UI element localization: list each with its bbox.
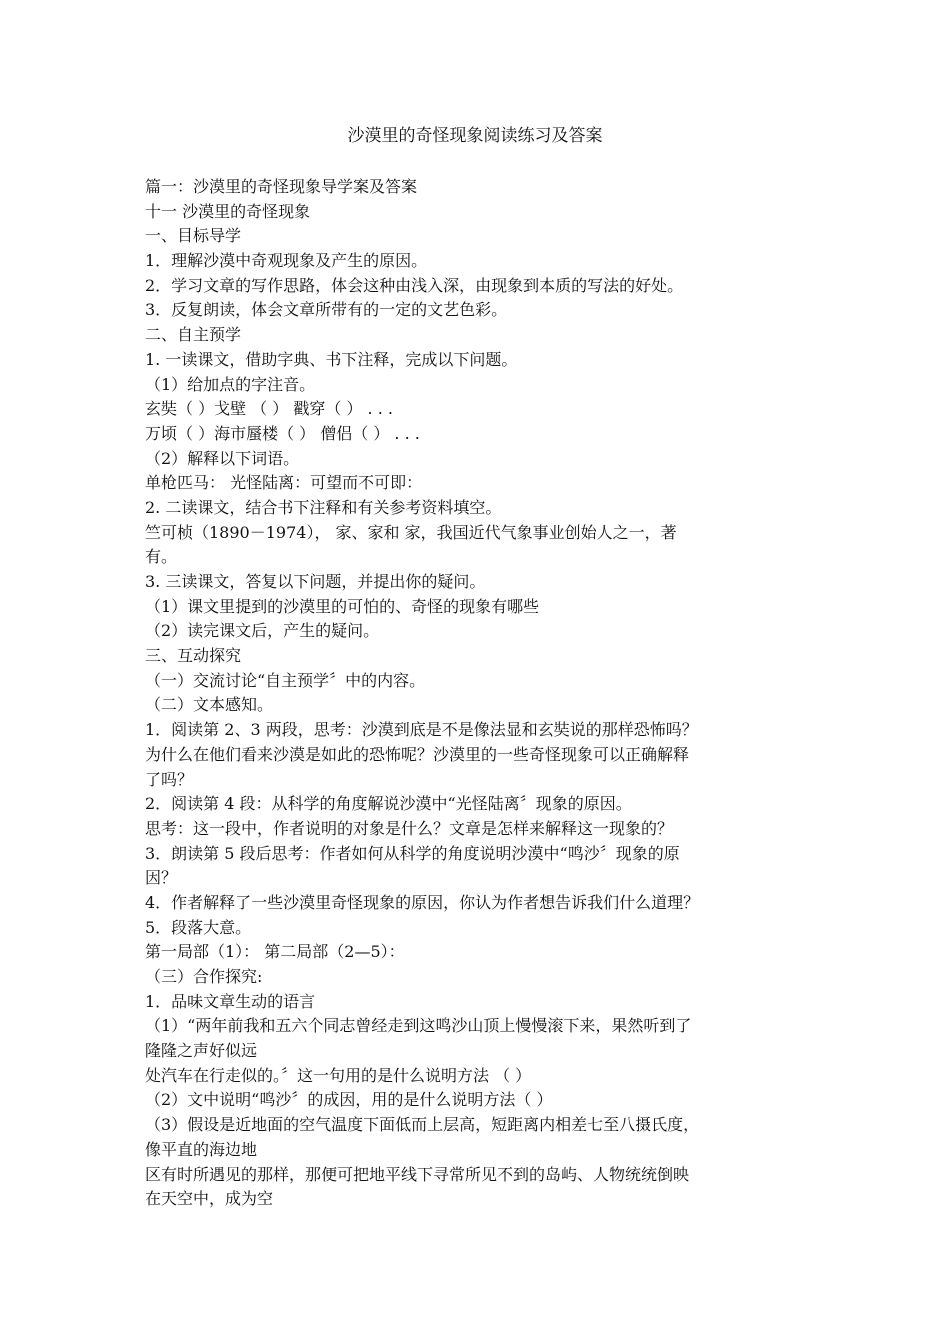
text-line: （2）文中说明“鸣沙〞的成因，用的是什么说明方法（ ） <box>145 1090 553 1110</box>
document-body <box>145 175 805 1212</box>
text-line: （二）文本感知。 <box>145 695 274 715</box>
text-line: （2）读完课文后，产生的疑问。 <box>145 621 380 641</box>
text-line: 5．段落大意。 <box>145 917 252 937</box>
text-line: 了吗？ <box>145 769 194 789</box>
text-line: 3. 三读课文，答复以下问题，并提出你的疑问。 <box>145 572 486 591</box>
text-line: 第一局部（1）： 第二局部（2—5）： <box>145 942 405 962</box>
text-line: （1）“两年前我和五六个同志曾经走到这鸣沙山顶上慢慢滚下来，果然听到了 <box>145 1016 692 1036</box>
text-line: 像平直的海边地 <box>145 1139 258 1159</box>
text-line: 单枪匹马： 光怪陆离：可望而不可即： <box>145 473 423 493</box>
text-line: 因？ <box>145 868 178 888</box>
text-line: 2．阅读第 4 段：从科学的角度解说沙漠中“光怪陆离〞现象的原因。 <box>145 794 632 814</box>
text-line: 4．作者解释了一些沙漠里奇怪现象的原因，你认为作者想告诉我们什么道理？ <box>145 892 700 912</box>
text-line: 在天空中，成为空 <box>145 1189 274 1209</box>
text-line: 三、互动探究 <box>145 646 242 666</box>
text-line: 2. 二读课文，结合书下注释和有关参考资料填空。 <box>145 497 502 517</box>
text-line: 处汽车在行走似的。〞这一句用的是什么说明方法 （ ） <box>145 1065 532 1085</box>
text-line: 一、目标导学 <box>145 226 242 246</box>
text-line: 万顷（ ）海市蜃楼（ ） 僧侣（ ） . . . <box>145 423 420 443</box>
text-line: （1）给加点的字注音。 <box>145 374 316 394</box>
text-line: 玄奘（ ）戈壁 （ ） 戳穿（ ） . . . <box>145 399 393 419</box>
text-line: 思考：这一段中，作者说明的对象是什么？文章是怎样来解释这一现象的？ <box>145 818 674 838</box>
text-line: 3．反复朗读，体会文章所带有的一定的文艺色彩。 <box>145 300 508 320</box>
text-line: 竺可桢（1890－1974）， 家、家和 家，我国近代气象事业创始人之一，著 <box>145 522 677 542</box>
text-line: 3．朗读第 5 段后思考：作者如何从科学的角度说明沙漠中“鸣沙〞现象的原 <box>145 843 680 863</box>
text-line: 有。 <box>145 547 178 567</box>
text-line: 1. 一读课文，借助字典、书下注释，完成以下问题。 <box>145 349 518 369</box>
text-line: 1．阅读第 2、3 两段，思考：沙漠到底是不是像法显和玄奘说的那样恐怖吗？ <box>145 720 698 740</box>
text-line: 区有时所遇见的那样，那便可把地平线下寻常所见不到的岛屿、人物统统倒映 <box>145 1164 690 1184</box>
text-line: 2．学习文章的写作思路，体会这种由浅入深，由现象到本质的写法的好处。 <box>145 275 684 295</box>
text-line: （一）交流讨论“自主预学〞中的内容。 <box>145 670 426 690</box>
document-title: 沙漠里的奇怪现象阅读练习及答案 <box>347 126 603 146</box>
text-line: 1．理解沙漠中奇观现象及产生的原因。 <box>145 251 428 271</box>
text-line: 篇一：沙漠里的奇怪现象导学案及答案 <box>145 177 418 196</box>
text-line: （2）解释以下词语。 <box>145 448 300 468</box>
text-line: （3）假设是近地面的空气温度下面低而上层高，短距离内相差七至八摄氏度， <box>145 1115 700 1135</box>
text-line: 为什么在他们看来沙漠是如此的恐怖呢？沙漠里的一些奇怪现象可以正确解释 <box>145 744 690 764</box>
text-line: 隆隆之声好似远 <box>145 1041 258 1061</box>
text-line: 二、自主预学 <box>145 325 242 345</box>
text-line: （三）合作探究: <box>145 967 263 986</box>
text-line: （1）课文里提到的沙漠里的可怕的、奇怪的现象有哪些 <box>145 596 540 616</box>
text-line: 1．品味文章生动的语言 <box>145 991 316 1011</box>
text-line: 十一 沙漠里的奇怪现象 <box>145 201 311 221</box>
